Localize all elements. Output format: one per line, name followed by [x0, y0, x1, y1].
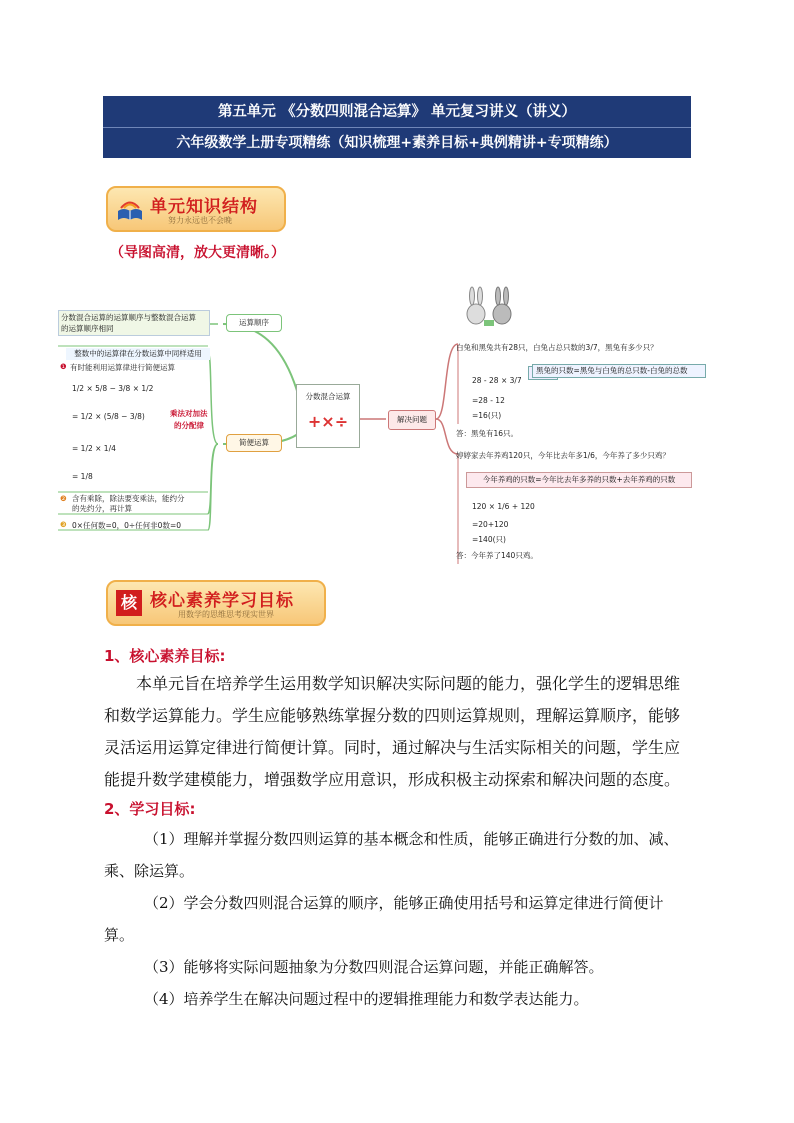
q2-step2: =20+120: [472, 520, 509, 529]
point1-marker: ❶: [60, 362, 67, 371]
header-title: 第五单元 《分数四则混合运算》 单元复习讲义（讲义）: [103, 96, 691, 128]
calc-note-1: 乘法对加法: [170, 409, 208, 418]
simple-header: 整数中的运算律在分数运算中同样适用: [66, 348, 210, 360]
q1-answer: 答：黑兔有16只。: [456, 429, 519, 438]
section-banner-structure: [106, 186, 286, 232]
calc-line3: = 1/2 × 1/4: [72, 444, 116, 453]
q2-step1: 120 × 1/6 + 120: [472, 502, 535, 511]
page-header: [103, 96, 691, 158]
q1-step3: =16(只): [472, 411, 502, 420]
banner2-subtitle: 用数学的思维思考现实世界: [178, 610, 274, 619]
calc-line4: = 1/8: [72, 472, 93, 481]
header-subtitle: 六年级数学上册专项精练（知识梳理+素养目标+典例精讲+专项精练）: [176, 135, 618, 151]
section1-title: 1、核心素养目标:: [104, 647, 226, 665]
section1-paragraph: 本单元旨在培养学生运用数学知识解决实际问题的能力，强化学生的逻辑思维和数学运算能力。学生应能够熟练掌握分数的四则运算规则，理解运算顺序，能够灵活运用运算定律进行简便计算。同时，通过解决与生活实际相关的问题，学生应能提升数学建模能力，增强数学应用意识，形成积极主动探索和解决问题的态度。: [104, 674, 681, 789]
banner-title: 单元知识结构: [150, 197, 258, 217]
question2: 婷婷家去年养鸡120只，今年比去年多1/6，今年养了多少只鸡？: [456, 451, 670, 460]
q1-step1: 28 - 28 × 3/7: [472, 376, 522, 385]
question1: 白兔和黑兔共有28只，白兔占总只数的3/7，黑兔有多少只？: [456, 343, 658, 352]
core-icon: 核: [116, 590, 142, 616]
calc-line1: 1/2 × 5/8 − 3/8 × 1/2: [72, 384, 154, 393]
point2-line1: 含有乘除，除法要变乘法，能约分: [72, 494, 185, 503]
image-note: （导图高清，放大更清晰。）: [110, 245, 285, 261]
branch-solve: 解决问题: [388, 410, 436, 430]
operator-symbols-icon: +×÷: [307, 412, 349, 431]
section-banner-goals: [106, 580, 326, 626]
calc-note-2: 的分配律: [174, 421, 204, 430]
calc-line2: = 1/2 × (5/8 − 3/8): [72, 412, 145, 421]
order-note: 分数混合运算的运算顺序与整数混合运算 的运算顺序相同: [58, 310, 210, 336]
q2-formula: 今年养鸡的只数=今年比去年多养的只数+去年养鸡的只数: [466, 472, 692, 488]
point2-marker: ❷: [60, 494, 67, 503]
branch-order: 运算顺序: [226, 314, 282, 332]
goal-item-4: （4）培养学生在解决问题过程中的逻辑推理能力和数学表达能力。: [144, 990, 589, 1008]
point1: 有时能利用运算律进行简便运算: [70, 363, 175, 372]
rabbits-icon: [460, 286, 520, 328]
q2-answer: 答：今年养了140只鸡。: [456, 551, 538, 560]
goal-item-1: （1）理解并掌握分数四则运算的基本概念和性质，能够正确进行分数的加、减、乘、除运算。: [104, 830, 679, 880]
q1-step2: =28 - 12: [472, 396, 505, 405]
branch-simple: 简便运算: [226, 434, 282, 452]
q2-step3: =140(只): [472, 535, 506, 544]
point3: 0×任何数=0，0÷任何非0数=0: [72, 521, 181, 530]
book-icon: [116, 197, 144, 223]
section2-title: 2、学习目标:: [104, 800, 196, 818]
banner2-title: 核心素养学习目标: [150, 591, 294, 611]
point3-marker: ❸: [60, 520, 67, 529]
q1-formula: 黑兔的只数=黑兔与白兔的总只数-白兔的总数: [532, 364, 706, 378]
banner-subtitle: 努力永远也不会晚: [168, 216, 232, 225]
goal-item-2: （2）学会分数四则混合运算的顺序，能够正确使用括号和运算定律进行简便计算。: [104, 894, 664, 944]
goal-item-3: （3）能够将实际问题抽象为分数四则混合运算问题，并能正确解答。: [144, 958, 604, 976]
point2-line2: 的先约分，再计算: [72, 504, 132, 513]
center-node: 分数混合运算 +×÷: [296, 384, 360, 448]
